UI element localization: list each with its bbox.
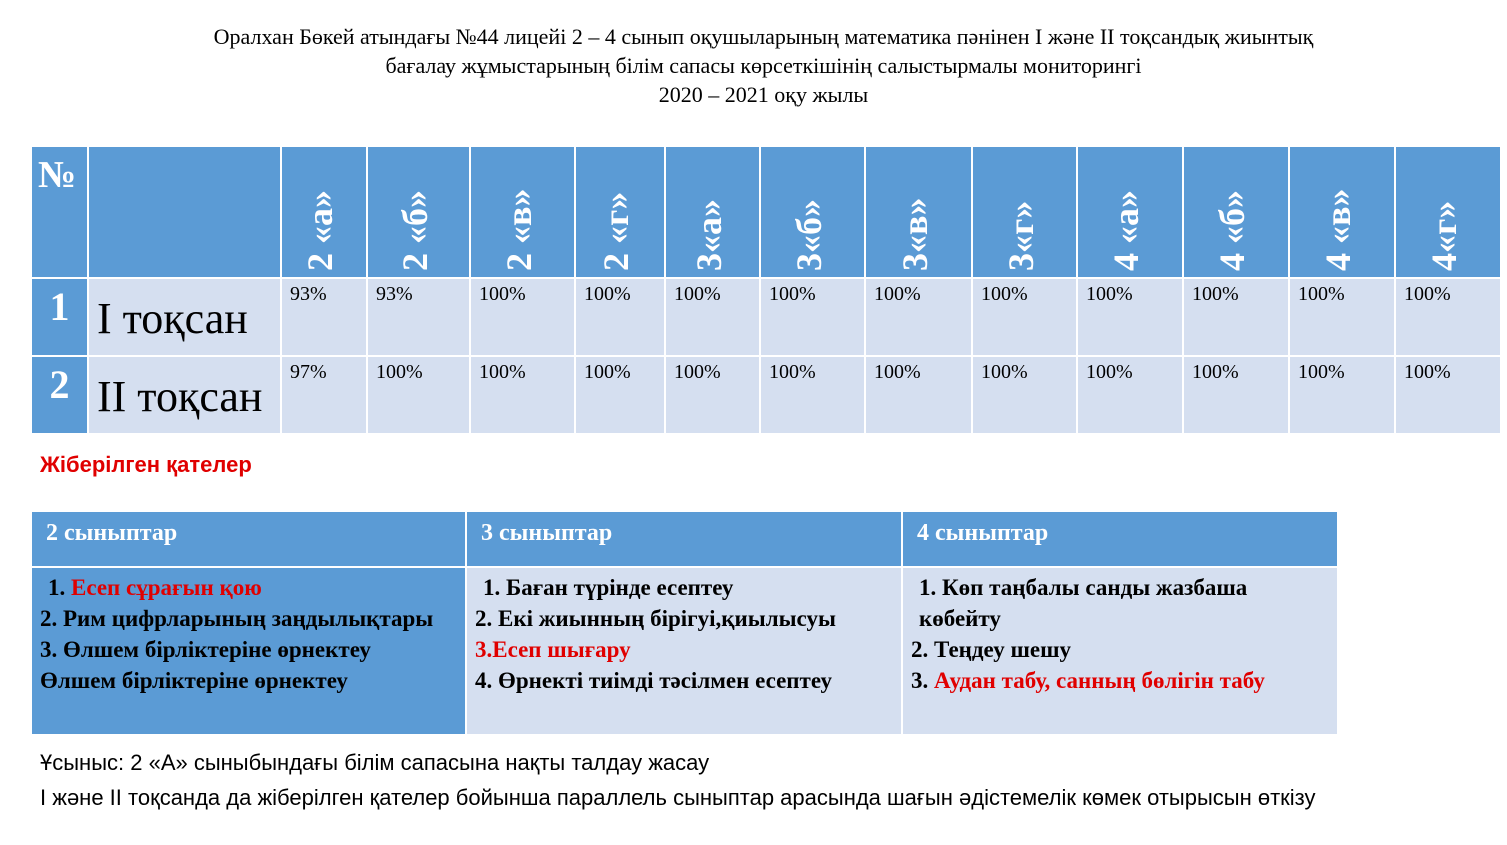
value-cell: 100% (575, 356, 665, 434)
value-cell: 100% (865, 278, 972, 356)
label-header (88, 146, 281, 278)
number-header: № (31, 146, 88, 278)
value-cell: 100% (1077, 356, 1183, 434)
class-header: 2 «в» (470, 146, 575, 278)
list-item: 3.Есеп шығару (475, 637, 631, 662)
list-item: 1. Көп таңбалы санды жазбаша көбейту (919, 575, 1248, 631)
value-cell: 100% (972, 356, 1077, 434)
row-label: І тоқсан (88, 278, 281, 356)
list-item: 2. Рим цифрларының заңдылықтары (40, 606, 434, 631)
value-cell: 100% (1395, 278, 1501, 356)
list-item: 2. Екі жиынның бірігуі,қиылысуы (475, 606, 836, 631)
value-cell: 93% (367, 278, 470, 356)
row-number: 1 (31, 278, 88, 356)
title-line-2: бағалау жұмыстарының білім сапасы көрсеткішінің салыстырмалы мониторингі (385, 53, 1142, 78)
value-cell: 100% (470, 278, 575, 356)
value-cell: 100% (470, 356, 575, 434)
errors-col-3 (466, 567, 902, 735)
errors-header-2: 2 сыныптар (31, 511, 466, 567)
table-row (31, 278, 1501, 356)
value-cell: 100% (575, 278, 665, 356)
row-label: ІІ тоқсан (88, 356, 281, 434)
errors-col-4 (902, 567, 1338, 735)
recommendation (40, 745, 1480, 815)
title-line-3: 2020 – 2021 оқу жылы (658, 82, 869, 107)
list-item: 1. Есеп сұрағын қою (48, 575, 262, 600)
list-item: 3. Аудан табу, санның бөлігін табу (911, 668, 1265, 693)
class-header: 2 «б» (367, 146, 470, 278)
title-line-1: Оралхан Бөкей атындағы №44 лицейі 2 – 4 сынып оқушыларының математика пәнінен І және ІІ тоқсандық жиынтық (213, 24, 1314, 49)
list-item: 3. Өлшем бірліктеріне өрнектеу (40, 637, 371, 662)
results-table (30, 145, 1502, 435)
value-cell: 100% (760, 356, 865, 434)
class-header: 3«в» (865, 146, 972, 278)
class-header: 4«г» (1395, 146, 1501, 278)
value-cell: 100% (665, 278, 760, 356)
errors-header-row (31, 511, 1338, 567)
class-header: 4 «б» (1183, 146, 1289, 278)
table-row (31, 356, 1501, 434)
value-cell: 100% (1077, 278, 1183, 356)
recommendation-line-1: Ұсыныс: 2 «А» сыныбындағы білім сапасына нақты талдау жасау (40, 750, 710, 775)
value-cell: 100% (972, 278, 1077, 356)
recommendation-line-2: І және ІІ тоқсанда да жіберілген қателер бойынша параллель сыныптар арасында шағын әдістемелік көмек отырысын өткізу (40, 785, 1316, 810)
class-header: 3«г» (972, 146, 1077, 278)
class-header: 4 «а» (1077, 146, 1183, 278)
value-cell: 100% (865, 356, 972, 434)
value-cell: 97% (281, 356, 367, 434)
errors-header-3: 3 сыныптар (466, 511, 902, 567)
value-cell: 100% (1395, 356, 1501, 434)
class-header: 4 «в» (1289, 146, 1395, 278)
value-cell: 93% (281, 278, 367, 356)
value-cell: 100% (1289, 356, 1395, 434)
errors-title: Жіберілген қателер (40, 452, 252, 477)
page-title (0, 22, 1507, 109)
list-item: Өлшем бірліктеріне өрнектеу (40, 668, 348, 693)
value-cell: 100% (665, 356, 760, 434)
value-cell: 100% (1183, 356, 1289, 434)
value-cell: 100% (760, 278, 865, 356)
errors-col-2 (31, 567, 466, 735)
value-cell: 100% (1289, 278, 1395, 356)
value-cell: 100% (367, 356, 470, 434)
errors-table (30, 510, 1339, 736)
list-item: 1. Баған түрінде есептеу (483, 575, 734, 600)
value-cell: 100% (1183, 278, 1289, 356)
class-header: 2 «а» (281, 146, 367, 278)
list-item: 4. Өрнекті тиімді тәсілмен есептеу (475, 668, 832, 693)
errors-body-row (31, 567, 1338, 735)
results-header-row (31, 146, 1501, 278)
errors-header-4: 4 сыныптар (902, 511, 1338, 567)
class-header: 2 «г» (575, 146, 665, 278)
row-number: 2 (31, 356, 88, 434)
class-header: 3«б» (760, 146, 865, 278)
class-header: 3«а» (665, 146, 760, 278)
list-item: 2. Теңдеу шешу (911, 637, 1071, 662)
